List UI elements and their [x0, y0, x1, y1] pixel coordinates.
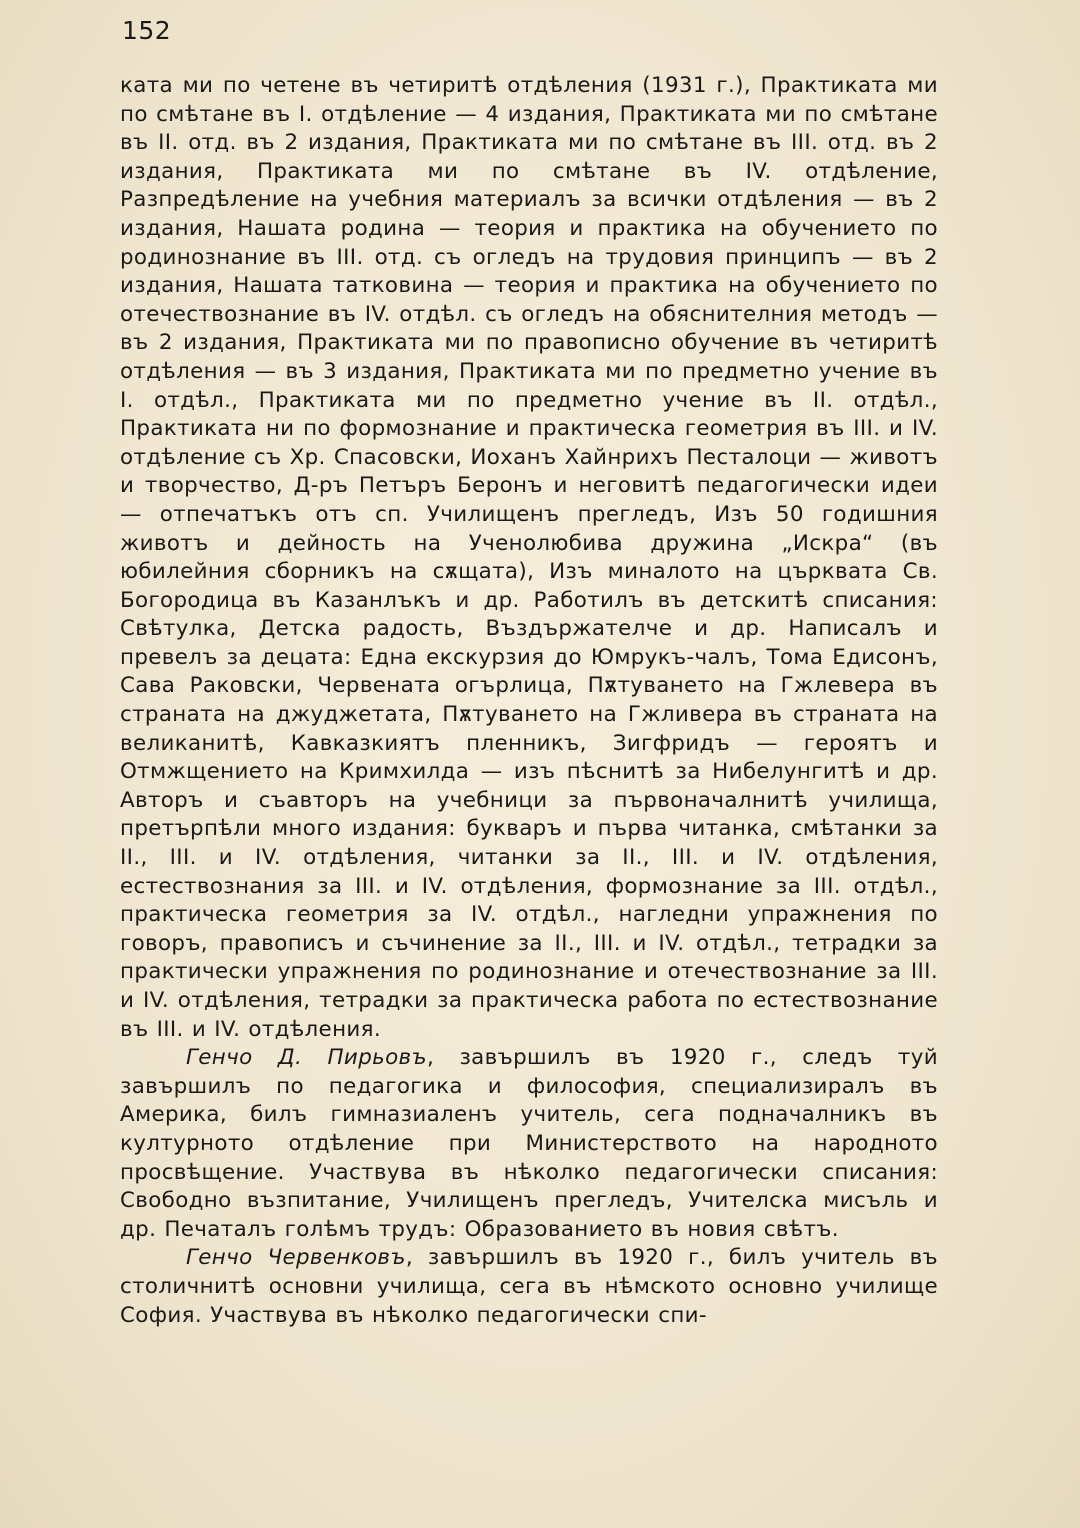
paragraph-biography-chervenkov: [120, 1244, 938, 1330]
paragraph-text: , завършилъ въ 1920 г., билъ учитель въ столичнитѣ основни училища, сега въ нѣмското основно училище София. Участвува въ нѣколко педагогически спи-: [120, 1245, 938, 1328]
paragraph-continuation: [120, 72, 938, 1044]
body-text: [120, 72, 938, 1330]
author-name: Генчо Д. Пирьовъ: [186, 1045, 427, 1071]
page-number: 152: [122, 16, 172, 45]
paragraph-text: , завършилъ въ 1920 г., следъ туй завършилъ по педагогика и философия, специализиралъ въ Америка, билъ гимназиаленъ учитель, сега подначалникъ въ културното отдѣление при Министерството на народното просвѣщение. Участвува въ нѣколко педагогически списания: Свободно възпитание, Училищенъ прегледъ, Учителска мисъль и др. Печаталъ голѣмъ трудъ: Образованието въ новия свѣтъ.: [120, 1045, 938, 1242]
author-name: Генчо Червенковъ: [186, 1245, 406, 1271]
paragraph-biography-pirev: [120, 1044, 938, 1244]
paragraph-text: ката ми по четене въ четиритѣ отдѣления (1931 г.), Практиката ми по смѣтане въ I. отдѣление — 4 издания, Практиката ми по смѣтане въ II. отд. въ 2 издания, Практиката ми по смѣтане въ III. отд. въ 2 издания, Практиката ми по смѣтане въ IV. отдѣление, Разпредѣление на учебния материалъ за всички отдѣления — въ 2 издания, Нашата родина — теория и практика на обучението по родинознание въ III. отд. съ огледъ на трудовия принципъ — въ 2 издания, Нашата татковина — теория и практика на обучението по отечествознание въ IV. отдѣл. съ огледъ на обяснителния методъ — въ 2 издания, Практиката ми по правописно обучение въ четиритѣ отдѣления — въ 3 издания, Практиката ми по предметно учение въ I. отдѣл., Практиката ми по предметно учение въ II. отдѣл., Практиката ни по формознание и практическа геометрия въ III. и IV. отдѣление съ Хр. Спасовски, Иоханъ Хайнрихъ Песталоци — животъ и творчество, Д-ръ Петъръ Беронъ и неговитѣ педагогически идеи — отпечатъкъ отъ сп. Училищенъ прегледъ, Изъ 50 годишния животъ и дейность на Ученолюбива дружина „Искра“ (въ юбилейния сборникъ на сѫщата), Изъ миналото на църквата Св. Богородица въ Казанлъкъ и др. Работилъ въ детскитѣ списания: Свѣтулка, Детска радость, Въздържателче и др. Написалъ и превелъ за децата: Една екскурзия до Юмрукъ-чалъ, Тома Едисонъ, Сава Раковски, Червената огърлица, Пѫтуването на Гжлевера въ страната на джуджетата, Пѫтуването на Гжливера въ страната на великанитѣ, Кавказкиятъ пленникъ, Зигфридъ — героятъ и Отмжщението на Кримхилда — изъ пѣснитѣ за Нибелунгитѣ и др. Авторъ и съавторъ на учебници за първоначалнитѣ училища, претърпѣли много издания: букваръ и първа читанка, смѣтанки за II., III. и IV. отдѣления, читанки за II., III. и IV. отдѣления, естествознания за III. и IV. отдѣления, формознание за III. отдѣл., практическа геометрия за IV. отдѣл., нагледни упражнения по говоръ, правописъ и съчинение за II., III. и IV. отдѣл., тетрадки за практически упражнения по родинознание и отечествознание за III. и IV. отдѣления, тетрадки за практическа работа по естествознание въ III. и IV. отдѣления.: [120, 73, 938, 1042]
